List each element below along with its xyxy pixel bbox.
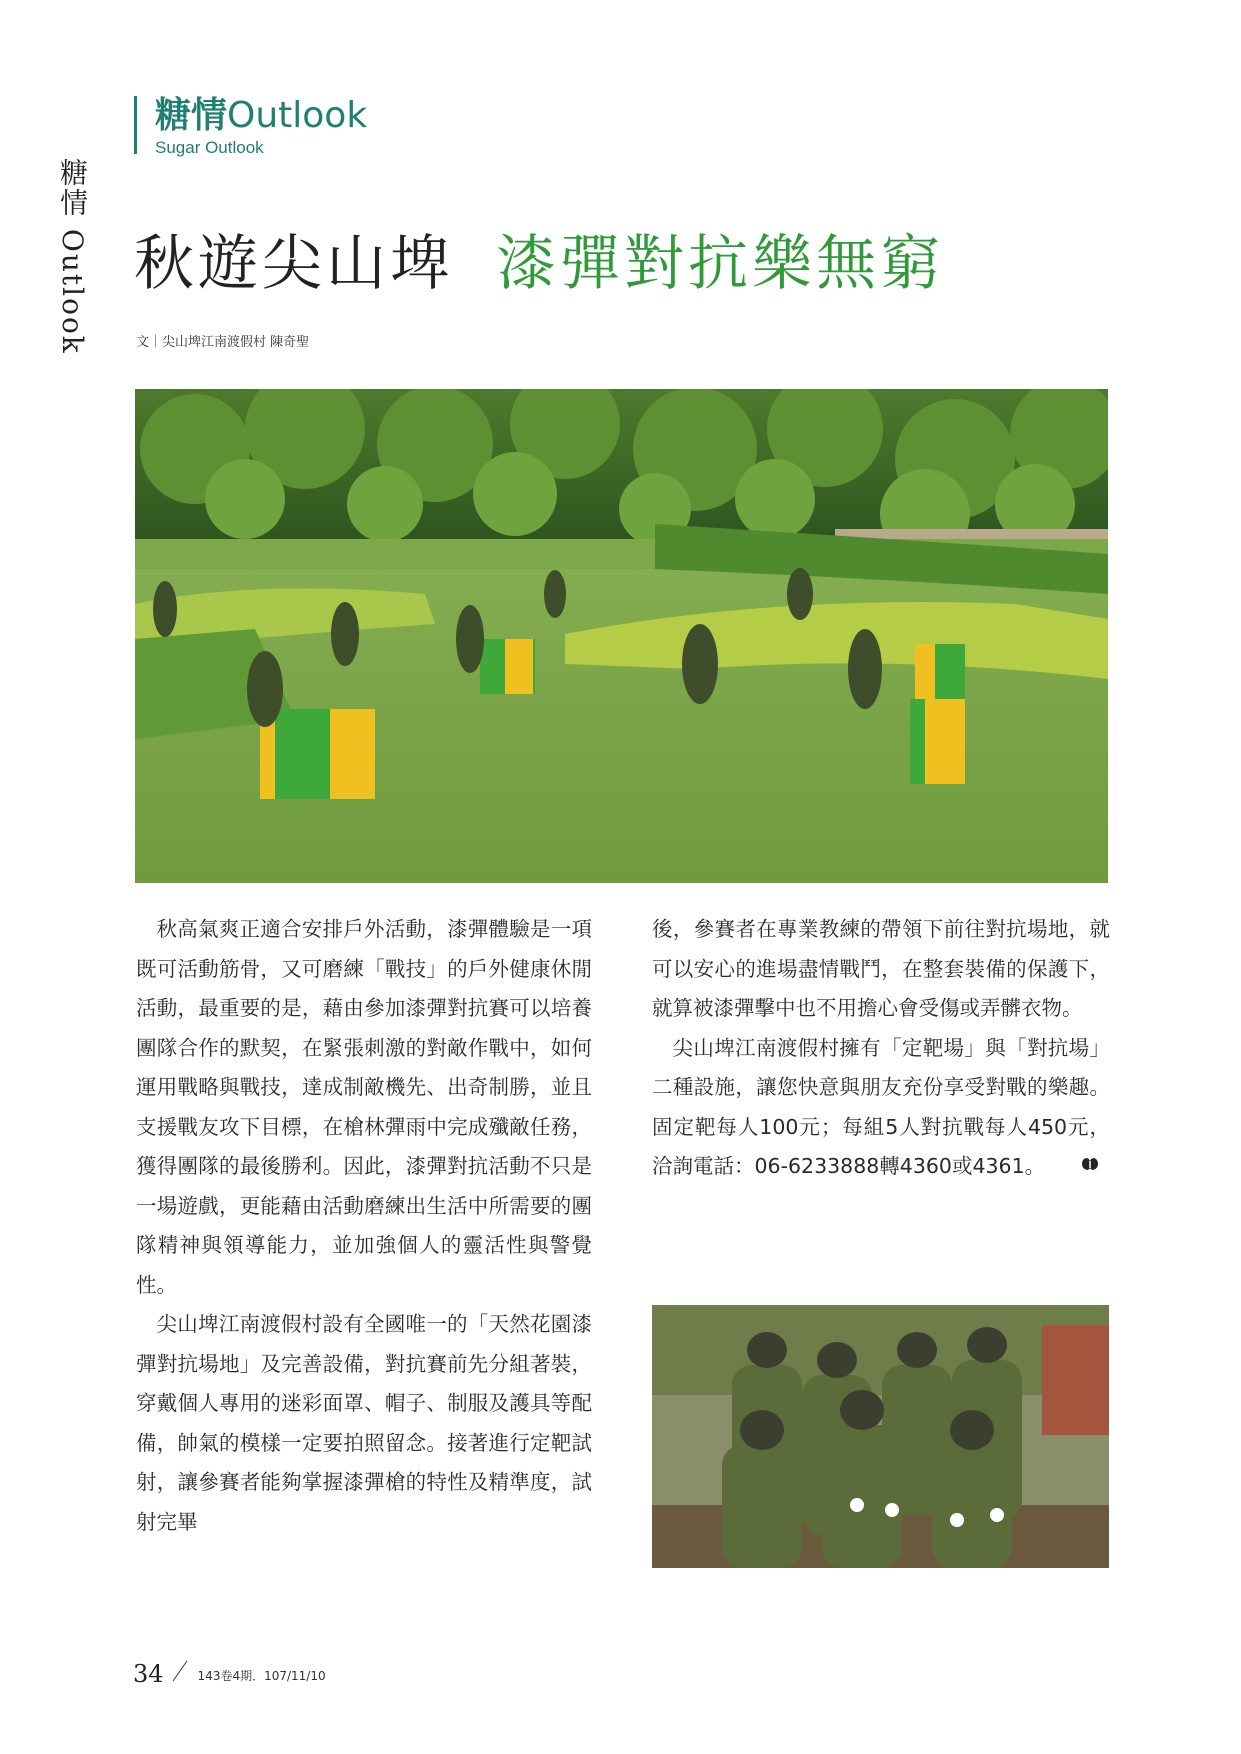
paintball-field-photo [135, 389, 1108, 883]
section-header [134, 95, 368, 157]
article-title-part1: 秋遊尖山埤 [134, 229, 454, 299]
footer-divider [172, 1660, 188, 1686]
article-column-right [652, 910, 1110, 1187]
page-number: 34 [133, 1660, 164, 1688]
section-title-en: Outlook [227, 95, 368, 136]
article-paragraph: 尖山埤江南渡假村設有全國唯一的「天然花園漆彈對抗場地」及完善設備，對抗賽前先分組著裝，穿戴個人專用的迷彩面罩、帽子、制服及護具等配備，帥氣的模樣一定要拍照留念。接著進行定靶試射，讓參賽者能夠掌握漆彈槍的特性及精準度，試射完畢 [136, 1312, 592, 1534]
section-sidebar-label: 糖情 Outlook [56, 158, 89, 355]
article-title [134, 228, 944, 300]
section-title [155, 96, 367, 136]
article-column-left [136, 910, 592, 1542]
paintball-team-photo [652, 1305, 1109, 1568]
article-paragraph: 後，參賽者在專業教練的帶領下前往對抗場地，就可以安心的進場盡情戰鬥，在整套裝備的保護下，就算被漆彈擊中也不用擔心會受傷或弄髒衣物。 [652, 917, 1110, 1020]
article-byline: 文｜尖山埤江南渡假村 陳奇聖 [136, 335, 310, 350]
page-footer [133, 1660, 326, 1688]
section-title-zh: 糖情 [155, 95, 228, 136]
article-paragraph: 秋高氣爽正適合安排戶外活動，漆彈體驗是一項既可活動筋骨，又可磨練「戰技」的戶外健康休閒活動，最重要的是，藉由參加漆彈對抗賽可以培養團隊合作的默契，在緊張刺激的對敵作戰中，如何運用戰略與戰技，達成制敵機先、出奇制勝，並且支援戰友攻下目標，在槍林彈雨中完成殲敵任務，獲得團隊的最後勝利。因此，漆彈對抗活動不只是一場遊戲，更能藉由活動磨練出生活中所需要的團隊精神與領導能力，並加強個人的靈活性與警覺性。 [136, 917, 592, 1297]
article-paragraph-text: 尖山埤江南渡假村擁有「定靶場」與「對抗場」二種設施，讓您快意與朋友充份享受對戰的樂趣。固定靶每人100元；每組5人對抗戰每人450元，洽詢電話：06-6233888轉4360或4361。 [652, 1035, 1110, 1178]
leaf-end-icon [1059, 1147, 1100, 1187]
article-title-part2: 漆彈對抗樂無窮 [496, 229, 944, 299]
article-paragraph-last [652, 1029, 1110, 1187]
section-subtitle: Sugar Outlook [155, 138, 264, 157]
issue-info: 143卷4期．107/11/10 [197, 1669, 326, 1683]
